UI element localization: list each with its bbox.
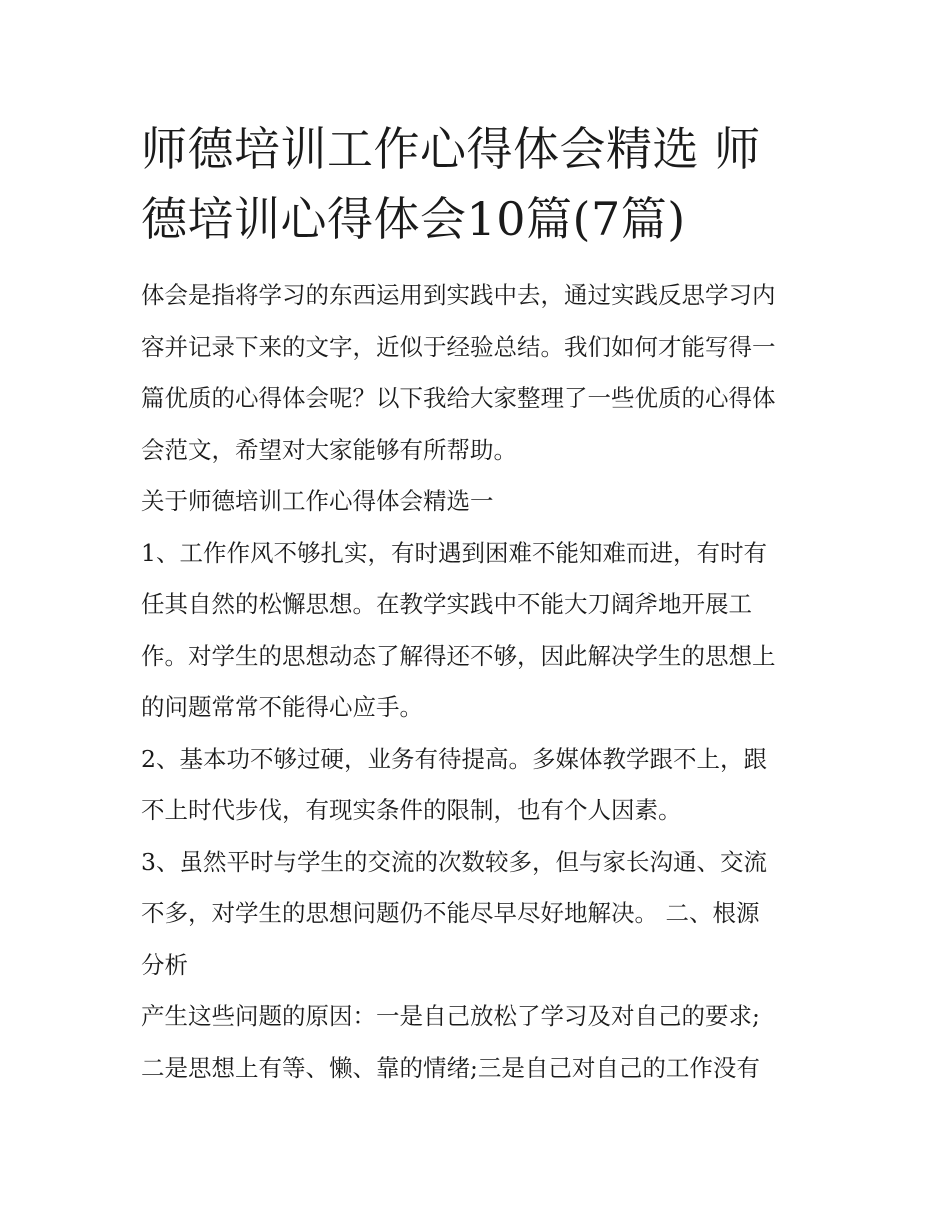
section-heading: 关于师德培训工作心得体会精选一 (141, 487, 494, 515)
intro-paragraph: 体会是指将学习的东西运用到实践中去，通过实践反思学习内 容并记录下来的文字，近似于经验总结。我们如何才能写得一 篇优质的心得体会呢？以下我给大家整理了一些优质的心得体 会范文，希望对大家能够有所帮助。 (141, 281, 776, 464)
list-item-3: 3、虽然平时与学生的交流的次数较多，但与家长沟通、交流 不多，对学生的思想问题仍不能尽早尽好地解决。 二、根源 分析 (141, 847, 767, 979)
list-item-1: 1、工作作风不够扎实，有时遇到困难不能知难而进，有时有 任其自然的松懈思想。在教学实践中不能大刀阔斧地开展工 作。对学生的思想动态了解得还不够，因此解决学生的思想上 的问题常常不能得心应手。 (141, 538, 776, 721)
title-line-2: 德培训心得体会10篇(7篇) (141, 192, 686, 246)
title-line-1: 师德培训工作心得体会精选 师 (141, 122, 761, 176)
document-body (141, 114, 821, 1094)
list-item-2: 2、基本功不够过硬，业务有待提高。多媒体教学跟不上，跟 不上时代步伐，有现实条件的限制，也有个人因素。 (141, 744, 767, 824)
cause-paragraph: 产生这些问题的原因：一是自己放松了学习及对自己的要求; 二是思想上有等、懒、靠的情绪;三是自己对自己的工作没有 (141, 1002, 760, 1082)
document-title (141, 114, 821, 254)
